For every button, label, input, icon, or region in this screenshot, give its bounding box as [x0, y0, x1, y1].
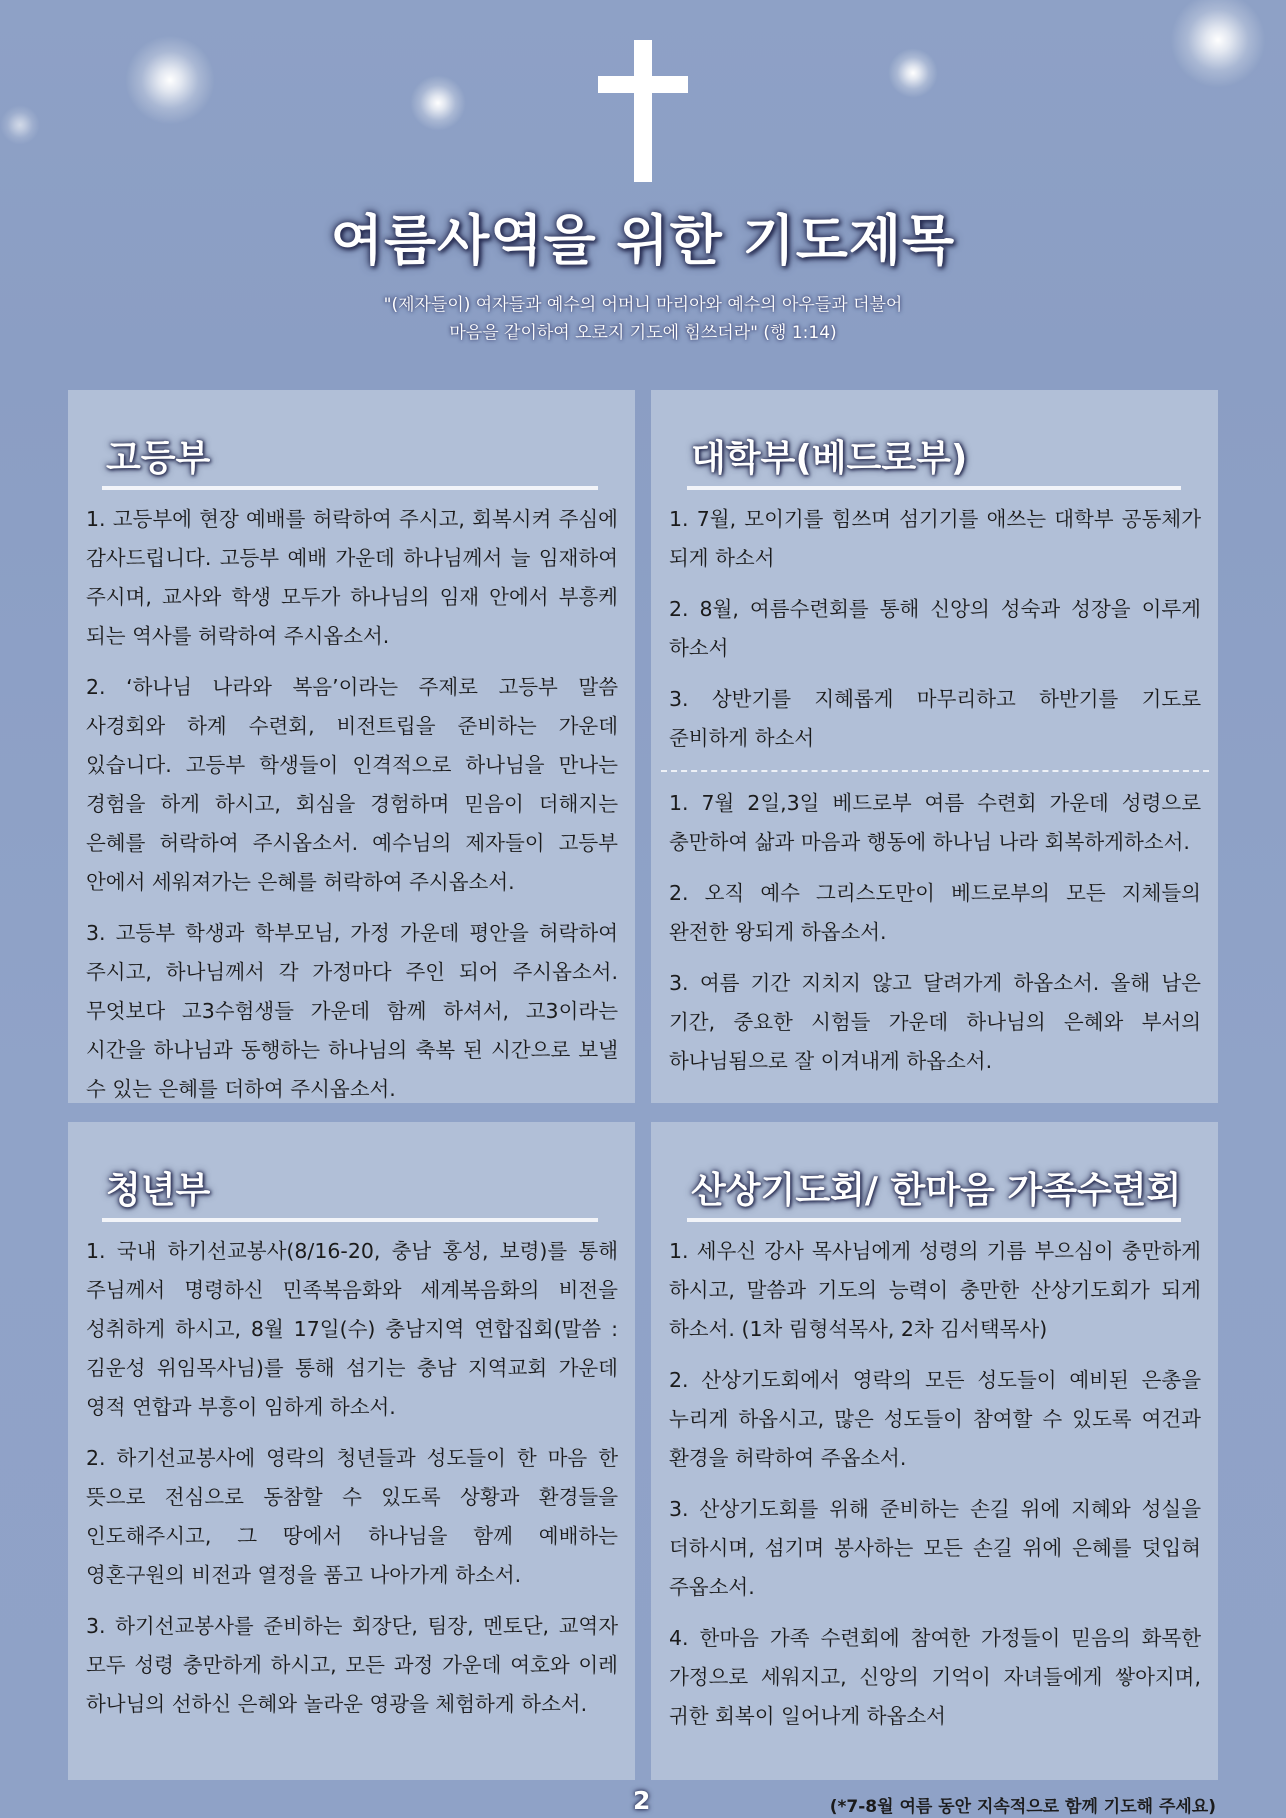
page-number: 2 — [633, 1786, 651, 1815]
prayer-item: 1. 국내 하기선교봉사(8/16-20, 충남 홍성, 보령)를 통해 주님께서 명령하신 민족복음화와 세계복음화의 비전을 성취하게 하시고, 8월 17일(수) 충남지역 연합집회(말씀 : 김운성 위임목사님)를 통해 섬기는 충남 지역교회 가운데 영적 연합과 부흥이 임하게 하소서. — [86, 1239, 618, 1419]
dashed-divider — [661, 770, 1209, 772]
prayer-item: 1. 세우신 강사 목사님에게 성령의 기름 부으심이 충만하게 하시고, 말씀과 기도의 능력이 충만한 산상기도회가 되게 하소서. (1차 림형석목사, 2차 김서택목사) — [669, 1239, 1201, 1341]
title-underline — [102, 486, 598, 490]
prayer-item: 1. 고등부에 현장 예배를 허락하여 주시고, 회복시켜 주심에 감사드립니다. 고등부 예배 가운데 하나님께서 늘 임재하여 주시며, 교사와 학생 모두가 하나님의 임재 안에서 부흥케 되는 역사를 허락하여 주시옵소서. — [86, 507, 618, 648]
section-title-mountain-prayer: 산상기도회/ 한마음 가족수련회 — [691, 1170, 1182, 1211]
prayer-list-high-school — [86, 500, 618, 1121]
verse-line-2: 마음을 같이하여 오로지 기도에 힘쓰더라" (행 1:14) — [449, 323, 837, 343]
title-underline — [102, 1218, 598, 1222]
prayer-item: 2. 8월, 여름수련회를 통해 신앙의 성숙과 성장을 이루게 하소서 — [669, 597, 1201, 660]
sparkle-light — [1170, 0, 1266, 88]
prayer-item: 3. 여름 기간 지치지 않고 달려가게 하옵소서. 올해 남은 기간, 중요한 시험들 가운데 하나님의 은혜와 부서의 하나님됨으로 잘 이겨내게 하옵소서. — [669, 971, 1201, 1073]
page-title: 여름사역을 위한 기도제목 — [330, 209, 956, 272]
section-title-youth: 청년부 — [106, 1170, 211, 1211]
title-underline — [687, 486, 1181, 490]
prayer-item: 4. 한마음 가족 수련회에 참여한 가정들이 믿음의 화목한 가정으로 세워지고, 신앙의 기억이 자녀들에게 쌓아지며, 귀한 회복이 일어나게 하옵소서 — [669, 1626, 1201, 1728]
title-underline — [687, 1218, 1181, 1222]
prayer-item: 3. 산상기도회를 위해 준비하는 손길 위에 지혜와 성실을 더하시며, 섬기며 봉사하는 모든 손길 위에 은혜를 덧입혀 주옵소서. — [669, 1497, 1201, 1599]
prayer-list-youth — [86, 1232, 618, 1736]
prayer-item: 1. 7월, 모이기를 힘쓰며 섬기기를 애쓰는 대학부 공동체가 되게 하소서 — [669, 507, 1201, 570]
prayer-list-college — [669, 500, 1201, 1093]
panel-youth — [68, 1122, 635, 1780]
sparkle-light — [125, 35, 215, 125]
cross-icon — [598, 40, 688, 182]
prayer-item: 2. 오직 예수 그리스도만이 베드로부의 모든 지체들의 완전한 왕되게 하옵소서. — [669, 881, 1201, 944]
verse-line-1: "(제자들이) 여자들과 예수의 어머니 마리아와 예수의 아우들과 더불어 — [383, 295, 903, 315]
sparkle-light — [410, 75, 466, 131]
prayer-item: 3. 상반기를 지혜롭게 마무리하고 하반기를 기도로 준비하게 하소서 — [669, 687, 1201, 750]
panel-high-school — [68, 390, 635, 1103]
prayer-item: 3. 고등부 학생과 학부모님, 가정 가운데 평안을 허락하여 주시고, 하나님께서 각 가정마다 주인 되어 주시옵소서. 무엇보다 고3수험생들 가운데 함께 하셔서, 고3이라는 시간을 하나님과 동행하는 하나님의 축복 된 시간으로 보낼 수 있는 은혜를 더하여 주시옵소서. — [86, 921, 618, 1101]
prayer-item: 2. 하기선교봉사에 영락의 청년들과 성도들이 한 마음 한 뜻으로 전심으로 동참할 수 있도록 상황과 환경들을 인도해주시고, 그 땅에서 하나님을 함께 예배하는 영혼구원의 비전과 열정을 품고 나아가게 하소서. — [86, 1446, 618, 1587]
prayer-item: 1. 7월 2일,3일 베드로부 여름 수련회 가운데 성령으로 충만하여 삶과 마음과 행동에 하나님 나라 회복하게하소서. — [669, 791, 1201, 854]
prayer-item: 2. ‘하나님 나라와 복음’이라는 주제로 고등부 말씀 사경회와 하계 수련회, 비전트립을 준비하는 가운데 있습니다. 고등부 학생들이 인격적으로 하나님을 만나는 경험을 하게 하시고, 회심을 경험하며 믿음이 더해지는 은혜를 허락하여 주시옵소서. 예수님의 제자들이 고등부 안에서 세워져가는 은혜를 허락하여 주시옵소서. — [86, 675, 618, 894]
prayer-list-mountain-prayer — [669, 1232, 1201, 1748]
prayer-item: 2. 산상기도회에서 영락의 모든 성도들이 예비된 은총을 누리게 하옵시고, 많은 성도들이 참여할 수 있도록 여건과 환경을 허락하여 주옵소서. — [669, 1368, 1201, 1470]
footer-note: (*7-8월 여름 동안 지속적으로 함께 기도해 주세요) — [829, 1797, 1216, 1817]
section-title-college: 대학부(베드로부) — [691, 438, 968, 479]
sparkle-light — [888, 48, 938, 98]
sparkle-light — [0, 105, 40, 145]
panel-college — [651, 390, 1218, 1103]
panel-mountain-prayer — [651, 1122, 1218, 1780]
prayer-item: 3. 하기선교봉사를 준비하는 회장단, 팀장, 멘토단, 교역자 모두 성령 충만하게 하시고, 모든 과정 가운데 여호와 이레 하나님의 선하신 은혜와 놀라운 영광을 체험하게 하소서. — [86, 1614, 618, 1716]
section-title-high-school: 고등부 — [106, 438, 211, 479]
